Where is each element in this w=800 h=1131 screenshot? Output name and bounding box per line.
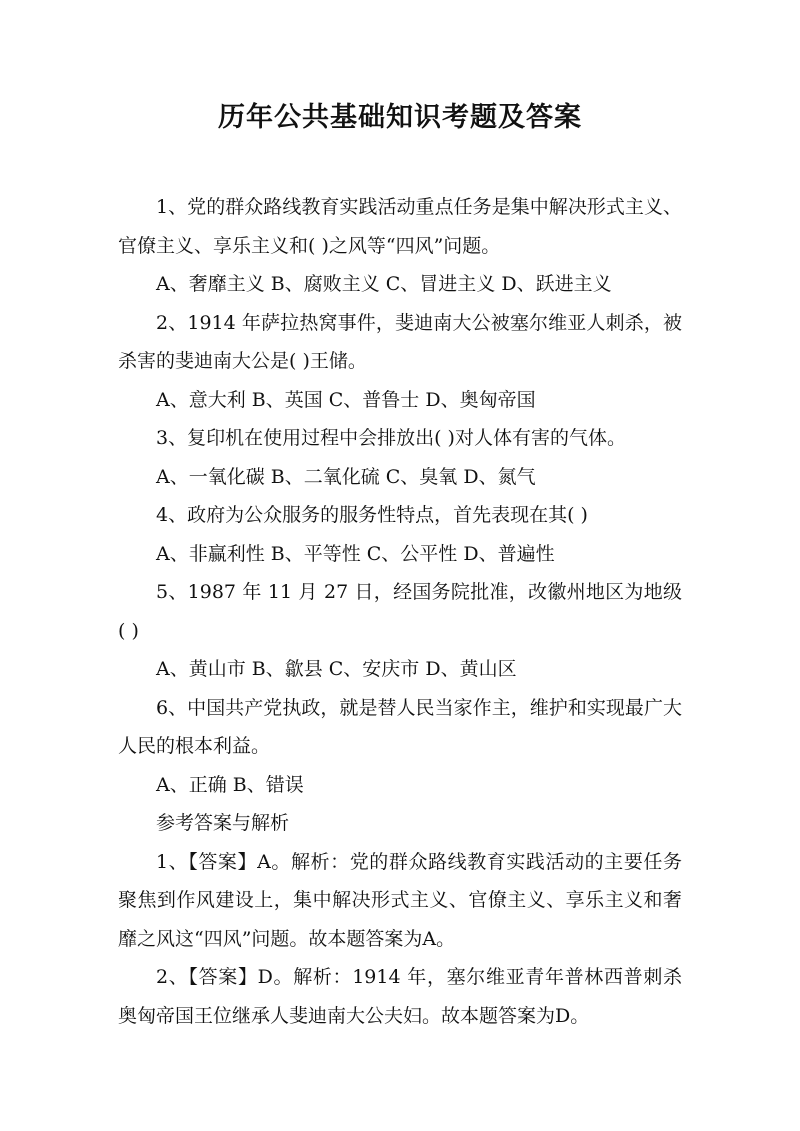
question-1-options: A、奢靡主义 B、腐败主义 C、冒进主义 D、跃进主义 xyxy=(156,273,612,295)
question-4-options: A、非赢利性 B、平等性 C、公平性 D、普遍性 xyxy=(156,542,555,565)
question-3-options: A、一氧化碳 B、二氧化硫 C、臭氧 D、氮气 xyxy=(156,465,536,488)
answer-2: 2、【答案】D。解析：1914 年，塞尔维亚青年普林西普刺杀奥匈帝国王位继承人斐迪南大公夫妇。故本题答案为D。 xyxy=(118,966,682,1027)
question-6: 6、中国共产党执政，就是替人民当家作主，维护和实现最广大人民的根本利益。 xyxy=(118,696,682,757)
question-3: 3、复印机在使用过程中会排放出( )对人体有害的气体。 xyxy=(156,427,626,449)
question-2: 2、1914 年萨拉热窝事件，斐迪南大公被塞尔维亚人刺杀，被杀害的斐迪南大公是( )王储。 xyxy=(118,311,682,372)
answers-heading: 参考答案与解析 xyxy=(156,812,290,834)
question-1: 1、党的群众路线教育实践活动重点任务是集中解决形式主义、官僚主义、享乐主义和( )之风等“四风”问题。 xyxy=(118,196,682,257)
document-title: 历年公共基础知识考题及答案 xyxy=(218,102,582,133)
question-6-options: A、正确 B、错误 xyxy=(156,773,304,796)
question-4: 4、政府为公众服务的服务性特点，首先表现在其( ) xyxy=(156,504,588,526)
document-body xyxy=(118,188,682,1035)
question-5-options: A、黄山市 B、歙县 C、安庆市 D、黄山区 xyxy=(156,658,517,680)
question-2-options: A、意大利 B、英国 C、普鲁士 D、奥匈帝国 xyxy=(156,388,536,411)
question-5: 5、1987 年 11 月 27 日，经国务院批准，改徽州地区为地级( ) xyxy=(118,581,682,642)
answer-1: 1、【答案】A。解析：党的群众路线教育实践活动的主要任务聚焦到作风建设上，集中解决形式主义、官僚主义、享乐主义和奢靡之风这“四风”问题。故本题答案为A。 xyxy=(118,850,682,950)
